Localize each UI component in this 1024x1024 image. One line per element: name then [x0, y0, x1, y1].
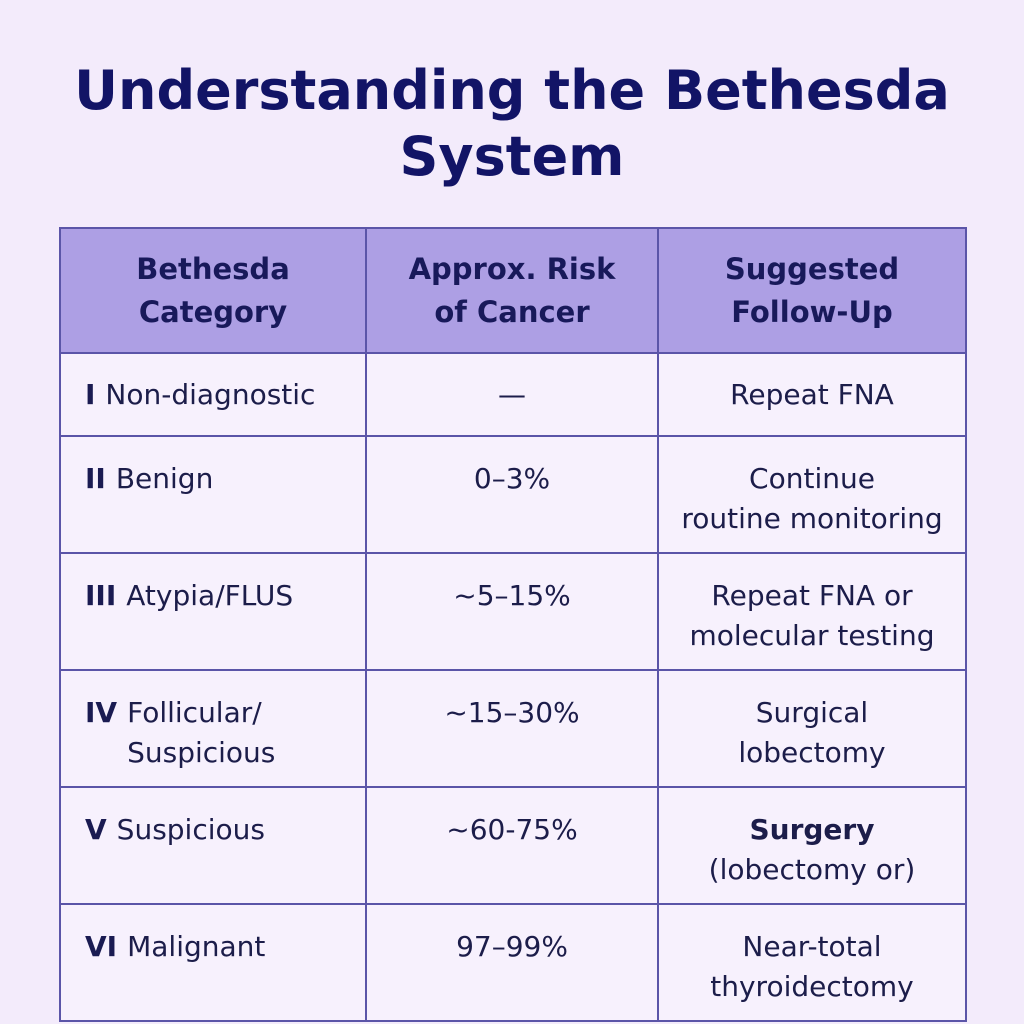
follow-up-cell	[658, 670, 966, 787]
category-numeral: VI	[85, 930, 118, 963]
header-category	[60, 228, 366, 353]
category-name	[127, 927, 351, 967]
page-title-line-1: Understanding the Bethesda	[74, 59, 950, 122]
category-numeral: I	[85, 377, 96, 411]
category-name	[105, 375, 351, 415]
category-cell	[60, 670, 366, 787]
category-name-line-1: Non-diagnostic	[105, 377, 316, 411]
page-title-line-2: System	[399, 125, 625, 188]
category-name-line-1: Follicular/	[127, 696, 262, 729]
follow-up-cell	[658, 787, 966, 904]
table-row	[60, 670, 966, 787]
bethesda-table	[59, 227, 967, 1022]
category-name-line-1: Malignant	[127, 930, 266, 963]
header-category-line-2: Category	[138, 294, 288, 329]
follow-up-line-2: lobectomy	[738, 736, 886, 769]
table-row	[60, 353, 966, 436]
table-body	[60, 353, 966, 1021]
header-follow-up-line-1: Suggested	[724, 251, 900, 286]
category-numeral: V	[85, 813, 107, 846]
category-cell	[60, 436, 366, 553]
follow-up-line-2: routine monitoring	[681, 502, 943, 535]
header-follow-up-line-2: Follow-Up	[731, 294, 893, 329]
category-cell	[60, 904, 366, 1021]
header-risk-line-1: Approx. Risk	[408, 251, 616, 286]
follow-up-line-1: Repeat FNA	[730, 377, 894, 411]
category-numeral: II	[85, 462, 106, 495]
table-row	[60, 787, 966, 904]
header-row	[60, 228, 966, 353]
category-name-line-1: Suspicious	[116, 813, 265, 846]
follow-up-line-1: Near-total	[742, 930, 882, 963]
follow-up-line-2: thyroidectomy	[710, 970, 914, 1003]
risk-cell: ~5–15%	[366, 553, 658, 670]
follow-up-cell	[658, 904, 966, 1021]
follow-up-cell	[658, 353, 966, 436]
header-follow-up	[658, 228, 966, 353]
category-name	[126, 576, 351, 616]
table-row	[60, 436, 966, 553]
header-risk-line-2: of Cancer	[434, 294, 590, 329]
category-name	[117, 810, 351, 850]
table-row	[60, 553, 966, 670]
category-name	[127, 693, 351, 773]
table-row	[60, 904, 966, 1021]
category-numeral: IV	[85, 696, 118, 729]
category-name-line-1: Atypia/FLUS	[126, 579, 294, 612]
page-title	[0, 58, 1024, 190]
risk-cell: ~60-75%	[366, 787, 658, 904]
category-name-line-1: Benign	[115, 462, 214, 495]
risk-cell: 0–3%	[366, 436, 658, 553]
follow-up-cell	[658, 553, 966, 670]
category-cell	[60, 787, 366, 904]
category-name	[116, 459, 351, 499]
follow-up-cell	[658, 436, 966, 553]
category-numeral: III	[85, 579, 117, 612]
follow-up-line-2: molecular testing	[689, 619, 935, 652]
category-cell	[60, 353, 366, 436]
header-risk	[366, 228, 658, 353]
category-cell	[60, 553, 366, 670]
table-header	[60, 228, 966, 353]
category-name-line-2: Suspicious	[127, 736, 276, 769]
follow-up-line-1: Surgical	[755, 696, 869, 729]
follow-up-line-1: Continue	[749, 462, 875, 495]
header-category-line-1: Bethesda	[136, 251, 290, 286]
follow-up-line-1: Surgery	[749, 813, 875, 846]
risk-cell: ~15–30%	[366, 670, 658, 787]
risk-cell: —	[366, 353, 658, 436]
risk-cell: 97–99%	[366, 904, 658, 1021]
follow-up-line-1: Repeat FNA or	[711, 579, 913, 612]
follow-up-line-2: (lobectomy or)	[708, 853, 916, 886]
